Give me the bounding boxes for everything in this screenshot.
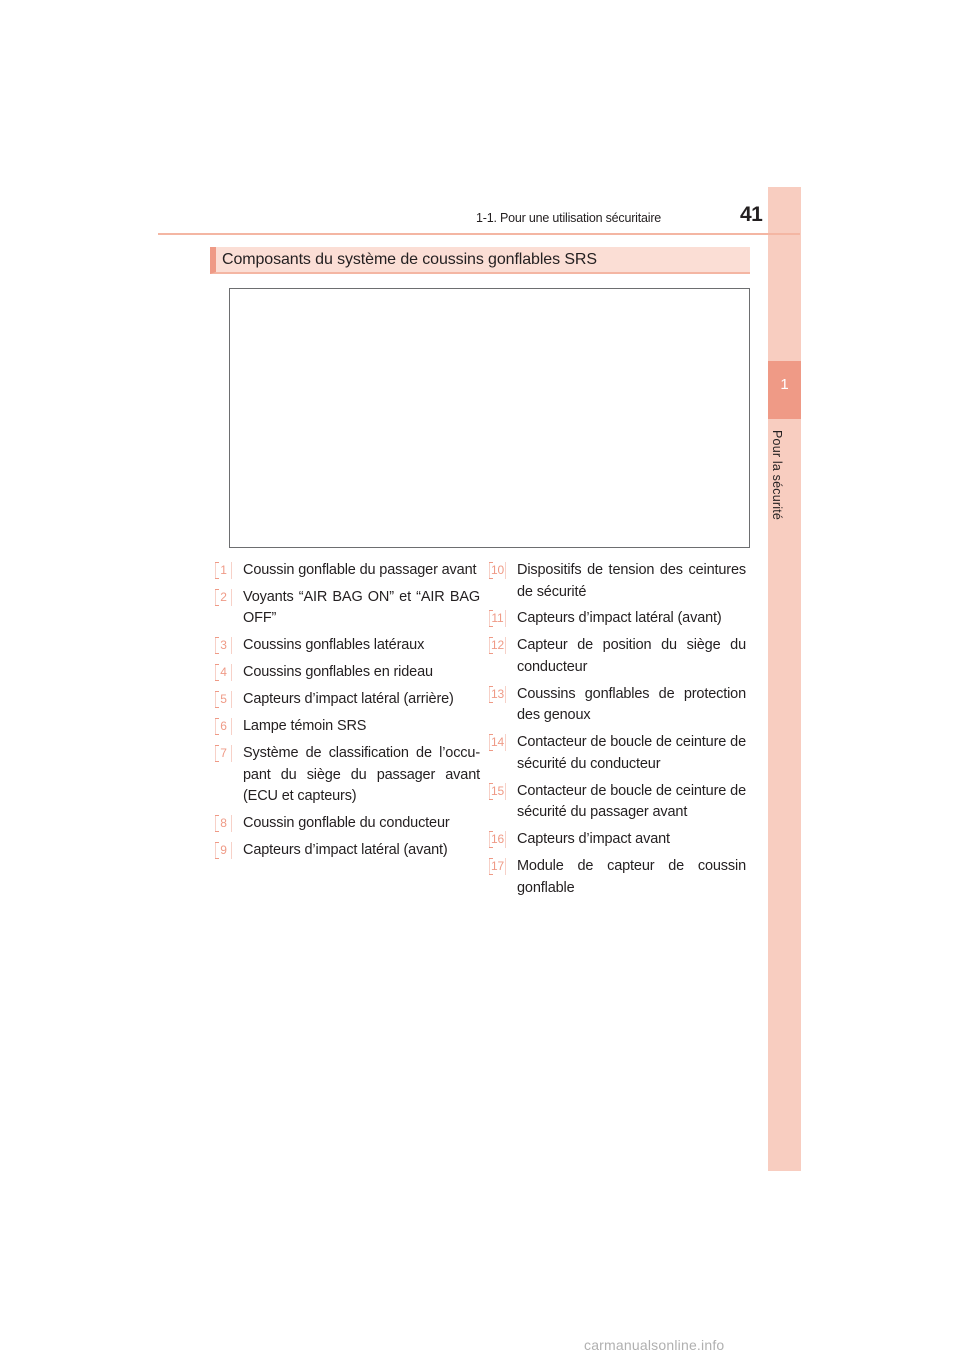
item-text: Capteur de position du siège du conducteur (517, 637, 746, 675)
item-text: Capteurs d’impact latéral (avant) (243, 841, 448, 858)
item-text: Coussins gonflables de protection des genoux (517, 685, 746, 724)
item-text: Voyants “AIR BAG ON” et “AIR BAG OFF” (243, 588, 480, 627)
page-number: 41 (740, 203, 763, 226)
header-rule (158, 233, 800, 235)
item-number-frame (215, 664, 232, 681)
list-item (489, 635, 746, 678)
item-number-frame (489, 686, 506, 703)
component-list-left (215, 560, 480, 867)
item-number: 9 (215, 842, 232, 859)
item-text: Coussin gonflable du conducteur (243, 815, 450, 832)
chapter-label: Pour la sécurité (770, 430, 784, 521)
list-item (215, 743, 480, 808)
item-number-frame (215, 745, 232, 762)
item-number: 11 (489, 610, 506, 627)
item-number-frame (489, 858, 506, 875)
item-number: 6 (215, 718, 232, 735)
item-text: Dispositifs de tension des ceintures de sécurité (517, 562, 746, 600)
item-text: Lampe témoin SRS (243, 718, 367, 735)
item-number-frame (489, 783, 506, 800)
item-number: 10 (490, 563, 505, 577)
item-number: 16 (490, 832, 505, 847)
watermark-text: carmanualsonline.info (584, 1337, 725, 1353)
list-item (215, 662, 480, 684)
item-text: Coussins gonflables en rideau (243, 664, 433, 681)
item-number-frame (489, 610, 506, 627)
item-number: 8 (215, 815, 232, 832)
item-text: Capteurs d’impact avant (517, 831, 670, 848)
list-item (489, 781, 746, 824)
item-number: 1 (215, 562, 232, 579)
list-item (489, 560, 746, 603)
list-item (215, 689, 480, 711)
item-number: 12 (490, 638, 505, 653)
chapter-side-tab (768, 187, 801, 1171)
chapter-number: 1 (780, 376, 789, 393)
item-number-frame (489, 637, 506, 654)
list-item (215, 813, 480, 835)
item-number-frame (215, 691, 232, 708)
component-list-right (489, 560, 746, 905)
item-number: 17 (490, 859, 505, 874)
item-text: Coussin gonflable du passager avant (243, 562, 477, 578)
list-item (489, 732, 746, 775)
item-text: Contacteur de boucle de ceinture de sécurité du conducteur (517, 734, 746, 772)
item-number-frame (489, 562, 506, 579)
item-number: 3 (215, 637, 232, 654)
item-number: 2 (215, 589, 232, 606)
item-text: Capteurs d’impact latéral (arrière) (243, 691, 454, 708)
item-number: 5 (215, 691, 232, 708)
item-number: 14 (490, 735, 505, 750)
item-text: Contacteur de boucle de ceinture de sécurité du passager avant (517, 782, 746, 821)
list-item (215, 560, 480, 582)
list-item (489, 829, 746, 851)
list-item (489, 684, 746, 727)
item-number-frame (489, 734, 506, 751)
list-item (215, 716, 480, 738)
item-number-frame (215, 842, 232, 859)
list-item (489, 608, 746, 630)
item-number: 15 (490, 783, 505, 798)
item-text: Module de capteur de coussin gonflable (517, 858, 746, 896)
item-number: 13 (490, 686, 505, 701)
figure-placeholder (229, 288, 750, 548)
item-text: Système de classification de l’occu-pant du siège du passager avant (ECU et capteurs) (243, 744, 480, 805)
item-number-frame (489, 831, 506, 848)
item-number-frame (215, 637, 232, 654)
item-number-frame (215, 562, 232, 579)
item-number: 4 (215, 664, 232, 681)
item-number-frame (215, 718, 232, 735)
item-number-frame (215, 815, 232, 832)
list-item (215, 587, 480, 630)
list-item (489, 856, 746, 899)
list-item (215, 840, 480, 862)
item-text: Capteurs d’impact latéral (avant) (517, 610, 722, 627)
section-title: Composants du système de coussins gonflables SRS (222, 251, 597, 268)
list-item (215, 635, 480, 657)
header-section-title: 1-1. Pour une utilisation sécuritaire (476, 211, 662, 225)
item-number-frame (215, 589, 232, 606)
item-text: Coussins gonflables latéraux (243, 637, 425, 654)
item-number: 7 (215, 745, 232, 762)
